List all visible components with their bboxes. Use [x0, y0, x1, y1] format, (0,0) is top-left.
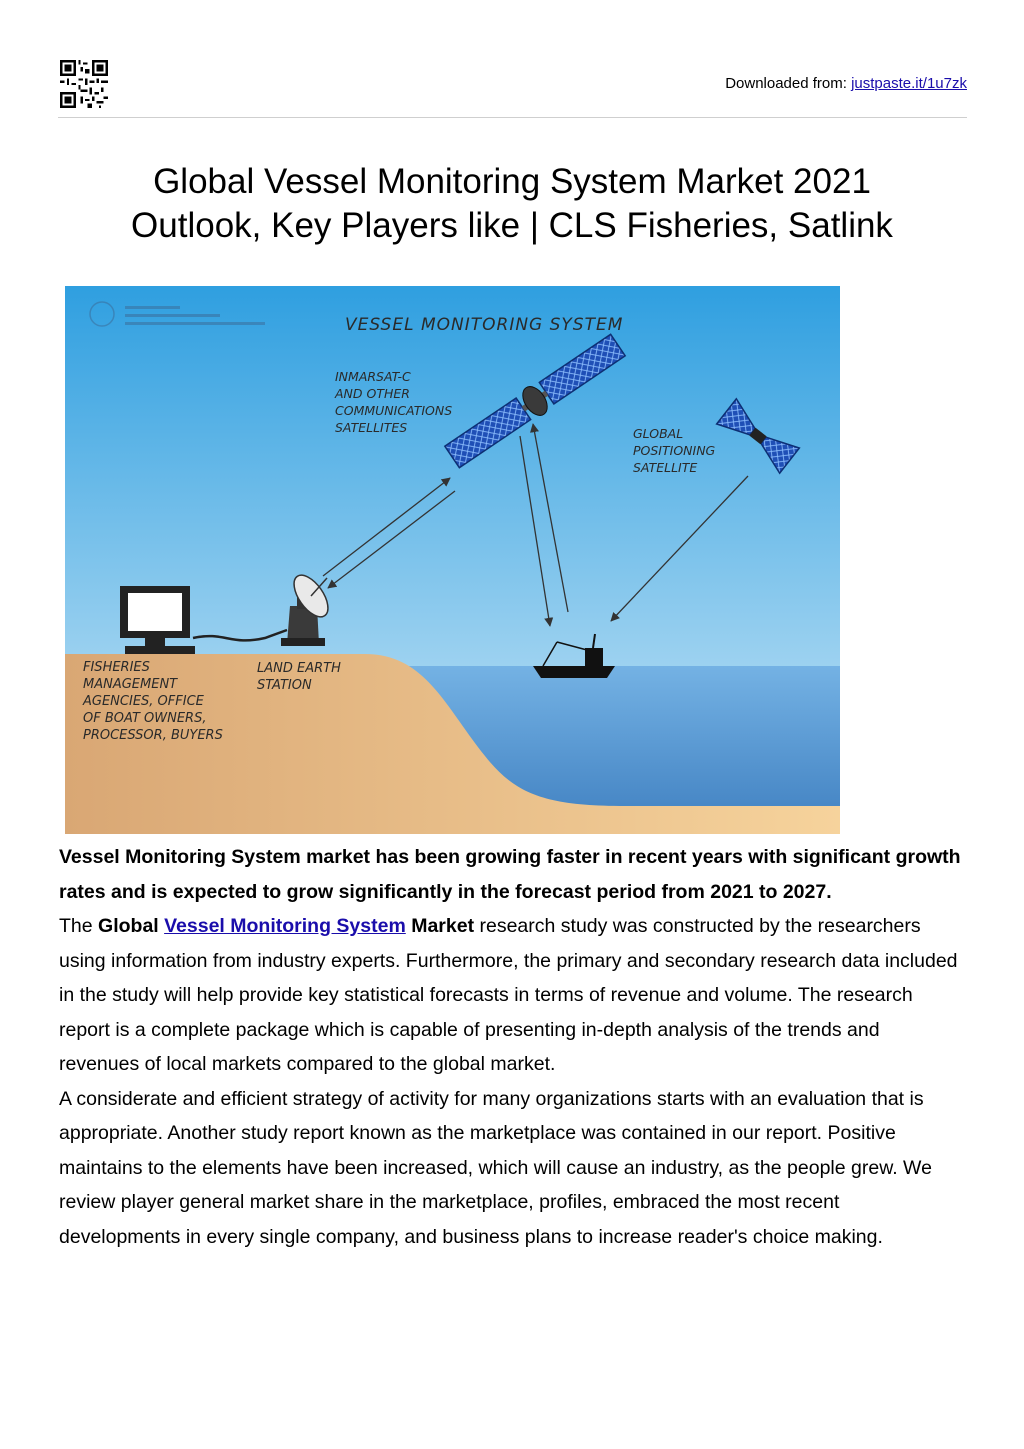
fisheries-line: OF BOAT OWNERS, [83, 711, 207, 726]
download-prefix: Downloaded from: [725, 75, 852, 92]
land-station-line: LAND EARTH [257, 661, 341, 676]
study-global: Global [98, 915, 159, 937]
vessel-monitoring-diagram [65, 286, 840, 834]
download-source [725, 75, 967, 92]
article-body [59, 840, 964, 1254]
gps-line: SATELLITE [633, 460, 698, 475]
inmarsat-line: COMMUNICATIONS [335, 403, 453, 418]
study-rest: research study was constructed by the researchers using information from industry experts. Furthermore, the primary and secondary research data included in the study will help provide key statistical forecasts in terms of revenue and volume. The research report is a complete package which is capable of presenting in-depth analysis of the trends and revenues of local markets compared to the global market. [59, 915, 958, 1075]
vessel-monitoring-system-link[interactable]: Vessel Monitoring System [164, 915, 406, 937]
fisheries-line: FISHERIES [83, 660, 150, 675]
study-the: The [59, 915, 99, 937]
source-link[interactable]: justpaste.it/1u7zk [851, 75, 967, 92]
page-title [60, 160, 964, 248]
intro-bold: Vessel Monitoring System market has been growing faster in recent years with significant growth rates and is expected to grow significantly in the forecast period from 2021 to 2027. [59, 846, 961, 903]
intro-paragraph [59, 840, 964, 909]
qr-code [60, 60, 108, 108]
gps-line: POSITIONING [633, 443, 716, 458]
figure-heading: VESSEL MONITORING SYSTEM [345, 315, 624, 335]
fisheries-line: MANAGEMENT [83, 677, 178, 692]
title-line-2: Outlook, Key Players like | CLS Fisheries, Satlink [131, 206, 893, 245]
fisheries-line: PROCESSOR, BUYERS [83, 728, 223, 743]
inmarsat-line: SATELLITES [335, 420, 408, 435]
inmarsat-line: INMARSAT-C [335, 369, 411, 384]
strategy-paragraph: A considerate and efficient strategy of activity for many organizations starts with an evaluation that is appropriate. Another study report known as the marketplace was contained in our report. Positive maintains to the elements have been increased, which will cause an industry, as the people grew. We review player general market share in the marketplace, profiles, embraced the most recent developments in every single company, and business plans to increase reader's choice making. [59, 1087, 932, 1248]
study-paragraph [59, 909, 964, 1082]
study-market: Market [411, 915, 475, 937]
gps-line: GLOBAL [633, 426, 684, 441]
land-station-line: STATION [257, 678, 312, 693]
inmarsat-line: AND OTHER [335, 386, 410, 401]
fisheries-line: AGENCIES, OFFICE [83, 694, 204, 709]
title-line-1: Global Vessel Monitoring System Market 2021 [153, 162, 871, 201]
header-divider [58, 117, 967, 118]
